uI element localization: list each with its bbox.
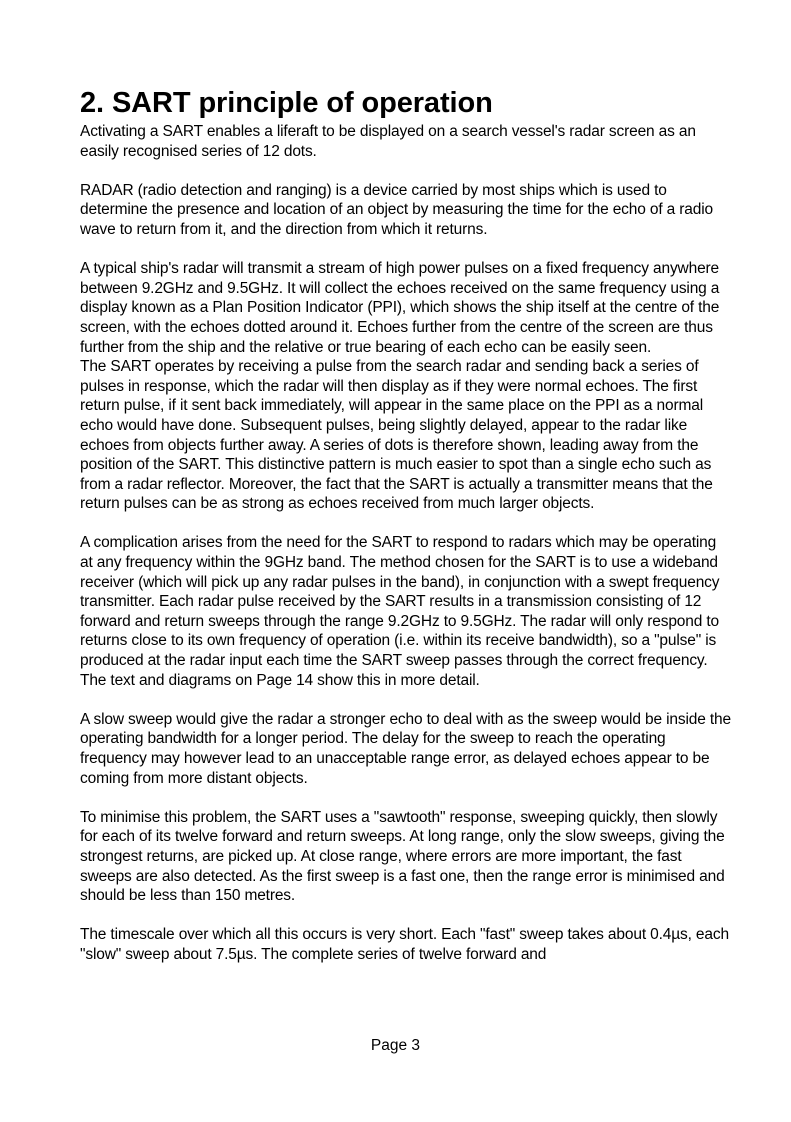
- paragraph-sart-operation: The SART operates by receiving a pulse from the search radar and sending back a series of pulses in response, which the radar will then display as if they were normal echoes. The first return pulse, if it sent back immediately, will appear in the same place on the PPI as a normal echo would have done. Subsequent pulses, being slightly delayed, appear to the radar like echoes from objects further away. A series of dots is therefore shown, leading away from the position of the SART. This distinctive pattern is much easier to spot than a single echo such as from a radar reflector. Moreover, the fact that the SART is actually a transmitter means that the return pulses can be as strong as echoes received from much larger objects.: [80, 358, 713, 513]
- paragraph-complication: A complication arises from the need for the SART to respond to radars which may be operating at any frequency within the 9GHz band. The method chosen for the SART is to use a wideband receiver (which will pick up any radar pulses in the band), in conjunction with a swept frequency transmitter. Each radar pulse received by the SART results in a transmission consisting of 12 forward and return sweeps through the range 9.2GHz to 9.5GHz. The radar will only respond to returns close to its own frequency of operation (i.e. within its receive bandwidth), so a "pulse" is produced at the radar input each time the SART sweep passes through the correct frequency. The text and diagrams on Page 14 show this in more detail.: [80, 534, 720, 689]
- paragraph-typical-radar: A typical ship's radar will transmit a stream of high power pulses on a fixed frequency anywhere between 9.2GHz and 9.5GHz. It will collect the echoes received on the same frequency using a display known as a Plan Position Indicator (PPI), which shows the ship itself at the centre of the screen, with the echoes dotted around it. Echoes further from the centre of the screen are thus further from the ship and the relative or true bearing of each echo can be easily seen.: [80, 260, 720, 356]
- paragraph-slow-sweep: A slow sweep would give the radar a stronger echo to deal with as the sweep would be inside the operating bandwidth for a longer period. The delay for the sweep to reach the operating frequency may however lead to an unacceptable range error, as delayed echoes appear to be coming from more distant objects.: [80, 710, 731, 787]
- page-number: Page 3: [370, 1037, 421, 1054]
- section-heading: 2. SART principle of operation: [80, 87, 493, 119]
- paragraph-timescale: The timescale over which all this occurs is very short. Each "fast" sweep takes about 0.4µs, each "slow" sweep about 7.5µs. The complete series of twelve forward and: [80, 926, 729, 963]
- document-page: [80, 84, 732, 965]
- paragraph-intro: Activating a SART enables a liferaft to be displayed on a search vessel's radar screen as an easily recognised series of 12 dots.: [80, 123, 696, 160]
- paragraph-sawtooth: To minimise this problem, the SART uses a "sawtooth" response, sweeping quickly, then slowly for each of its twelve forward and return sweeps. At long range, only the slow sweeps, giving the strongest returns, are picked up. At close range, where errors are more important, the fast sweeps are also detected. As the first sweep is a fast one, then the range error is minimised and should be less than 150 metres.: [80, 808, 725, 905]
- paragraph-radar-definition: RADAR (radio detection and ranging) is a device carried by most ships which is used to determine the presence and location of an object by measuring the time for the echo of a radio wave to return from it, and the direction from which it returns.: [80, 181, 713, 238]
